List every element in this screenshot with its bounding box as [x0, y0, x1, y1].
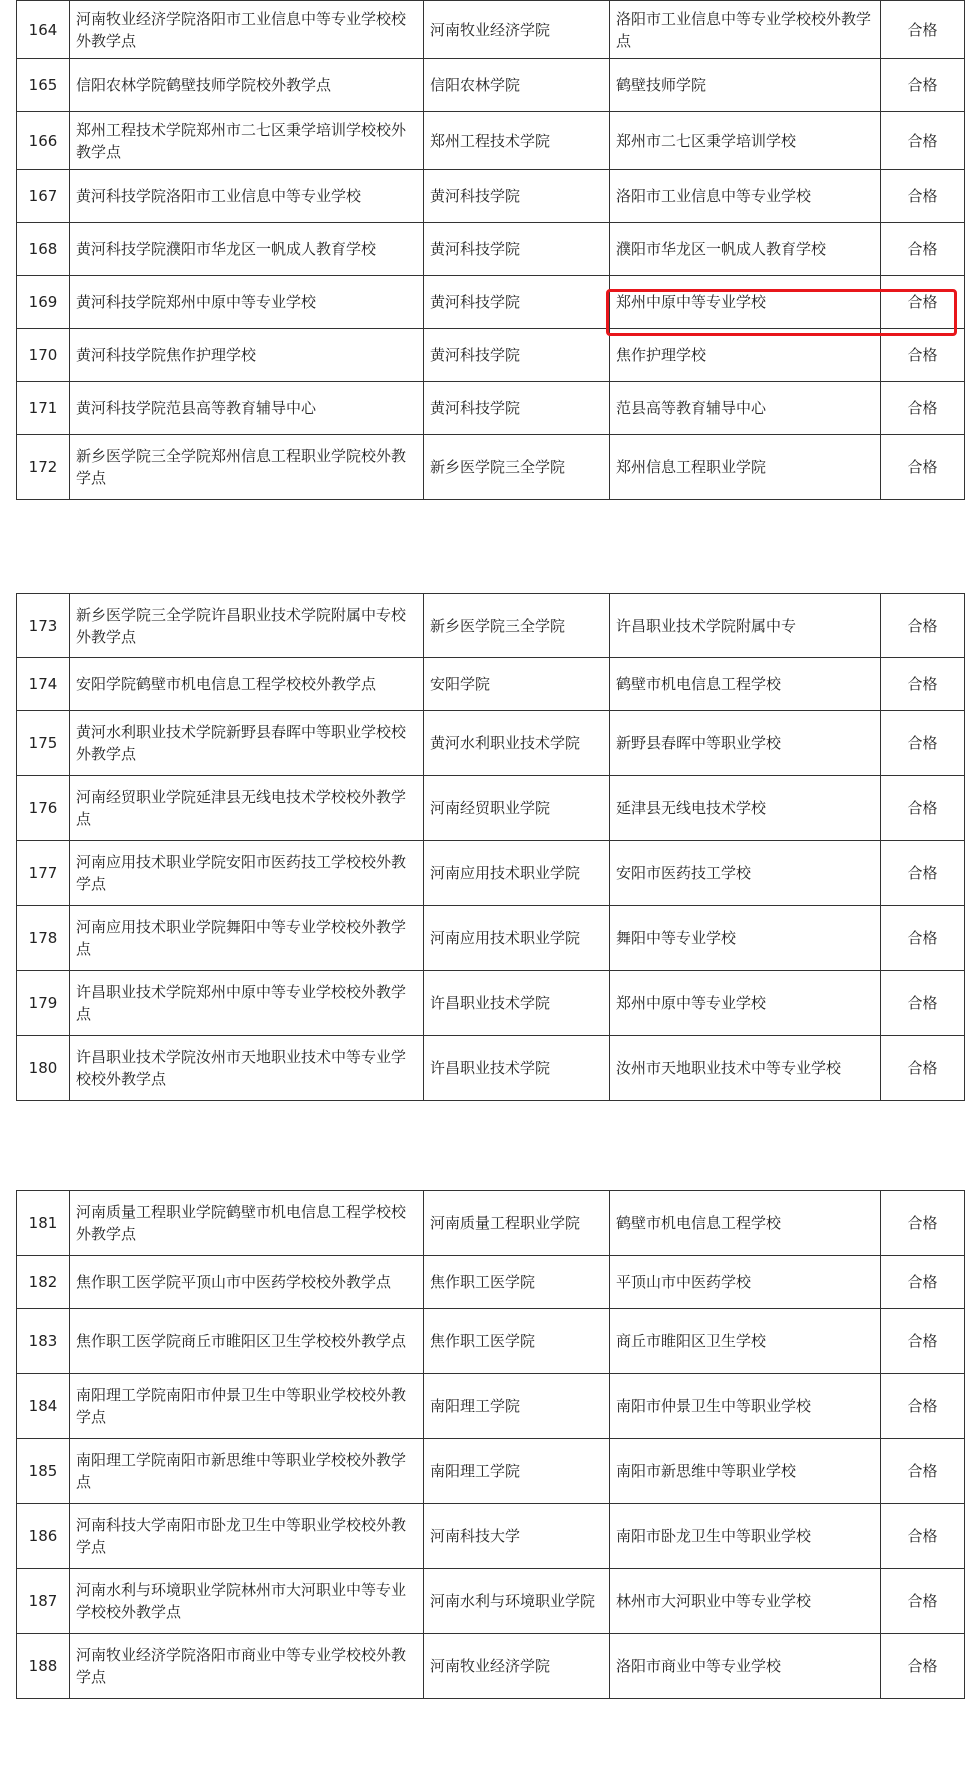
table-row	[17, 841, 965, 906]
result-cell: 合格	[881, 329, 965, 382]
item-name: 新乡医学院三全学院许昌职业技术学院附属中专校外教学点	[70, 594, 424, 658]
table-row	[17, 594, 965, 658]
table-row	[17, 971, 965, 1036]
table-row	[17, 1309, 965, 1374]
item-name: 黄河科技学院焦作护理学校	[70, 329, 424, 382]
item-name: 河南牧业经济学院洛阳市商业中等专业学校校外教学点	[70, 1634, 424, 1699]
table-block-1	[16, 0, 965, 500]
site-name: 鹤壁市机电信息工程学校	[610, 658, 881, 711]
result-cell: 合格	[881, 1256, 965, 1309]
site-name: 南阳市仲景卫生中等职业学校	[610, 1374, 881, 1439]
row-number: 172	[17, 435, 70, 500]
item-name: 河南水利与环境职业学院林州市大河职业中等专业学校校外教学点	[70, 1569, 424, 1634]
table-block-2	[16, 593, 965, 1101]
item-name: 郑州工程技术学院郑州市二七区秉学培训学校校外教学点	[70, 112, 424, 170]
result-cell: 合格	[881, 223, 965, 276]
table-row	[17, 59, 965, 112]
school-name: 河南应用技术职业学院	[424, 841, 610, 906]
site-name: 新野县春晖中等职业学校	[610, 711, 881, 776]
item-name: 河南应用技术职业学院舞阳中等专业学校校外教学点	[70, 906, 424, 971]
item-name: 河南应用技术职业学院安阳市医药技工学校校外教学点	[70, 841, 424, 906]
item-name: 黄河科技学院范县高等教育辅导中心	[70, 382, 424, 435]
school-name: 新乡医学院三全学院	[424, 594, 610, 658]
site-name: 汝州市天地职业技术中等专业学校	[610, 1036, 881, 1101]
item-name: 南阳理工学院南阳市仲景卫生中等职业学校校外教学点	[70, 1374, 424, 1439]
result-cell: 合格	[881, 1309, 965, 1374]
result-cell: 合格	[881, 1439, 965, 1504]
school-name: 黄河科技学院	[424, 170, 610, 223]
result-cell: 合格	[881, 170, 965, 223]
row-number: 169	[17, 276, 70, 329]
school-name: 新乡医学院三全学院	[424, 435, 610, 500]
result-cell: 合格	[881, 841, 965, 906]
result-cell: 合格	[881, 112, 965, 170]
table-row	[17, 112, 965, 170]
site-name: 林州市大河职业中等专业学校	[610, 1569, 881, 1634]
school-name: 郑州工程技术学院	[424, 112, 610, 170]
result-cell: 合格	[881, 276, 965, 329]
row-number: 181	[17, 1191, 70, 1256]
school-name: 黄河科技学院	[424, 223, 610, 276]
result-cell: 合格	[881, 906, 965, 971]
item-name: 许昌职业技术学院汝州市天地职业技术中等专业学校校外教学点	[70, 1036, 424, 1101]
item-name: 焦作职工医学院商丘市睢阳区卫生学校校外教学点	[70, 1309, 424, 1374]
row-number: 166	[17, 112, 70, 170]
school-name: 南阳理工学院	[424, 1439, 610, 1504]
site-name: 洛阳市工业信息中等专业学校	[610, 170, 881, 223]
site-name: 安阳市医药技工学校	[610, 841, 881, 906]
site-name: 商丘市睢阳区卫生学校	[610, 1309, 881, 1374]
item-name: 安阳学院鹤壁市机电信息工程学校校外教学点	[70, 658, 424, 711]
site-name: 鹤壁市机电信息工程学校	[610, 1191, 881, 1256]
result-cell: 合格	[881, 1036, 965, 1101]
item-name: 河南科技大学南阳市卧龙卫生中等职业学校校外教学点	[70, 1504, 424, 1569]
row-number: 175	[17, 711, 70, 776]
item-name: 焦作职工医学院平顶山市中医药学校校外教学点	[70, 1256, 424, 1309]
site-name: 郑州信息工程职业学院	[610, 435, 881, 500]
item-name: 黄河水利职业技术学院新野县春晖中等职业学校校外教学点	[70, 711, 424, 776]
site-name: 郑州中原中等专业学校	[610, 971, 881, 1036]
result-cell: 合格	[881, 971, 965, 1036]
table-row	[17, 435, 965, 500]
result-cell: 合格	[881, 1634, 965, 1699]
result-cell: 合格	[881, 1569, 965, 1634]
row-number: 176	[17, 776, 70, 841]
item-name: 河南经贸职业学院延津县无线电技术学校校外教学点	[70, 776, 424, 841]
school-name: 南阳理工学院	[424, 1374, 610, 1439]
table-row	[17, 711, 965, 776]
school-name: 许昌职业技术学院	[424, 1036, 610, 1101]
table-row	[17, 1634, 965, 1699]
row-number: 182	[17, 1256, 70, 1309]
school-name: 黄河水利职业技术学院	[424, 711, 610, 776]
row-number: 164	[17, 1, 70, 59]
school-name: 河南质量工程职业学院	[424, 1191, 610, 1256]
school-name: 河南牧业经济学院	[424, 1, 610, 59]
school-name: 河南牧业经济学院	[424, 1634, 610, 1699]
school-name: 河南水利与环境职业学院	[424, 1569, 610, 1634]
school-name: 黄河科技学院	[424, 329, 610, 382]
item-name: 黄河科技学院濮阳市华龙区一帆成人教育学校	[70, 223, 424, 276]
result-cell: 合格	[881, 1374, 965, 1439]
row-number: 187	[17, 1569, 70, 1634]
row-number: 185	[17, 1439, 70, 1504]
row-number: 180	[17, 1036, 70, 1101]
school-name: 焦作职工医学院	[424, 1309, 610, 1374]
school-name: 黄河科技学院	[424, 276, 610, 329]
result-cell: 合格	[881, 1191, 965, 1256]
school-name: 河南科技大学	[424, 1504, 610, 1569]
table-row	[17, 1191, 965, 1256]
result-cell: 合格	[881, 1, 965, 59]
table-row	[17, 223, 965, 276]
site-name: 濮阳市华龙区一帆成人教育学校	[610, 223, 881, 276]
site-name: 洛阳市商业中等专业学校	[610, 1634, 881, 1699]
school-name: 焦作职工医学院	[424, 1256, 610, 1309]
highlight-box	[606, 289, 957, 336]
table-row	[17, 1439, 965, 1504]
site-name: 洛阳市工业信息中等专业学校校外教学点	[610, 1, 881, 59]
row-number: 178	[17, 906, 70, 971]
result-cell: 合格	[881, 1504, 965, 1569]
site-name: 范县高等教育辅导中心	[610, 382, 881, 435]
item-name: 黄河科技学院洛阳市工业信息中等专业学校	[70, 170, 424, 223]
school-name: 信阳农林学院	[424, 59, 610, 112]
row-number: 186	[17, 1504, 70, 1569]
table-row	[17, 1, 965, 59]
school-name: 许昌职业技术学院	[424, 971, 610, 1036]
row-number: 167	[17, 170, 70, 223]
school-name: 黄河科技学院	[424, 382, 610, 435]
item-name: 河南牧业经济学院洛阳市工业信息中等专业学校校外教学点	[70, 1, 424, 59]
row-number: 170	[17, 329, 70, 382]
row-number: 179	[17, 971, 70, 1036]
item-name: 新乡医学院三全学院郑州信息工程职业学院校外教学点	[70, 435, 424, 500]
item-name: 黄河科技学院郑州中原中等专业学校	[70, 276, 424, 329]
table-row	[17, 1504, 965, 1569]
row-number: 168	[17, 223, 70, 276]
table-row	[17, 170, 965, 223]
item-name: 南阳理工学院南阳市新思维中等职业学校校外教学点	[70, 1439, 424, 1504]
result-cell: 合格	[881, 594, 965, 658]
table-row	[17, 382, 965, 435]
site-name: 鹤壁技师学院	[610, 59, 881, 112]
site-name: 平顶山市中医药学校	[610, 1256, 881, 1309]
site-name: 舞阳中等专业学校	[610, 906, 881, 971]
table-row	[17, 1036, 965, 1101]
result-cell: 合格	[881, 658, 965, 711]
table-row	[17, 329, 965, 382]
site-name: 郑州市二七区秉学培训学校	[610, 112, 881, 170]
school-name: 河南经贸职业学院	[424, 776, 610, 841]
site-name: 郑州中原中等专业学校	[610, 276, 881, 329]
table-row	[17, 776, 965, 841]
row-number: 177	[17, 841, 70, 906]
site-name: 南阳市卧龙卫生中等职业学校	[610, 1504, 881, 1569]
item-name: 河南质量工程职业学院鹤壁市机电信息工程学校校外教学点	[70, 1191, 424, 1256]
table-row	[17, 1569, 965, 1634]
table-row	[17, 658, 965, 711]
table-block-3	[16, 1190, 965, 1699]
row-number: 174	[17, 658, 70, 711]
item-name: 许昌职业技术学院郑州中原中等专业学校校外教学点	[70, 971, 424, 1036]
result-cell: 合格	[881, 382, 965, 435]
row-number: 184	[17, 1374, 70, 1439]
row-number: 188	[17, 1634, 70, 1699]
result-cell: 合格	[881, 711, 965, 776]
table-row	[17, 906, 965, 971]
row-number: 165	[17, 59, 70, 112]
school-name: 安阳学院	[424, 658, 610, 711]
site-name: 许昌职业技术学院附属中专	[610, 594, 881, 658]
result-cell: 合格	[881, 59, 965, 112]
table-row	[17, 1374, 965, 1439]
row-number: 173	[17, 594, 70, 658]
site-name: 焦作护理学校	[610, 329, 881, 382]
result-cell: 合格	[881, 435, 965, 500]
site-name: 南阳市新思维中等职业学校	[610, 1439, 881, 1504]
row-number: 171	[17, 382, 70, 435]
row-number: 183	[17, 1309, 70, 1374]
result-cell: 合格	[881, 776, 965, 841]
school-name: 河南应用技术职业学院	[424, 906, 610, 971]
item-name: 信阳农林学院鹤壁技师学院校外教学点	[70, 59, 424, 112]
table-row	[17, 1256, 965, 1309]
site-name: 延津县无线电技术学校	[610, 776, 881, 841]
